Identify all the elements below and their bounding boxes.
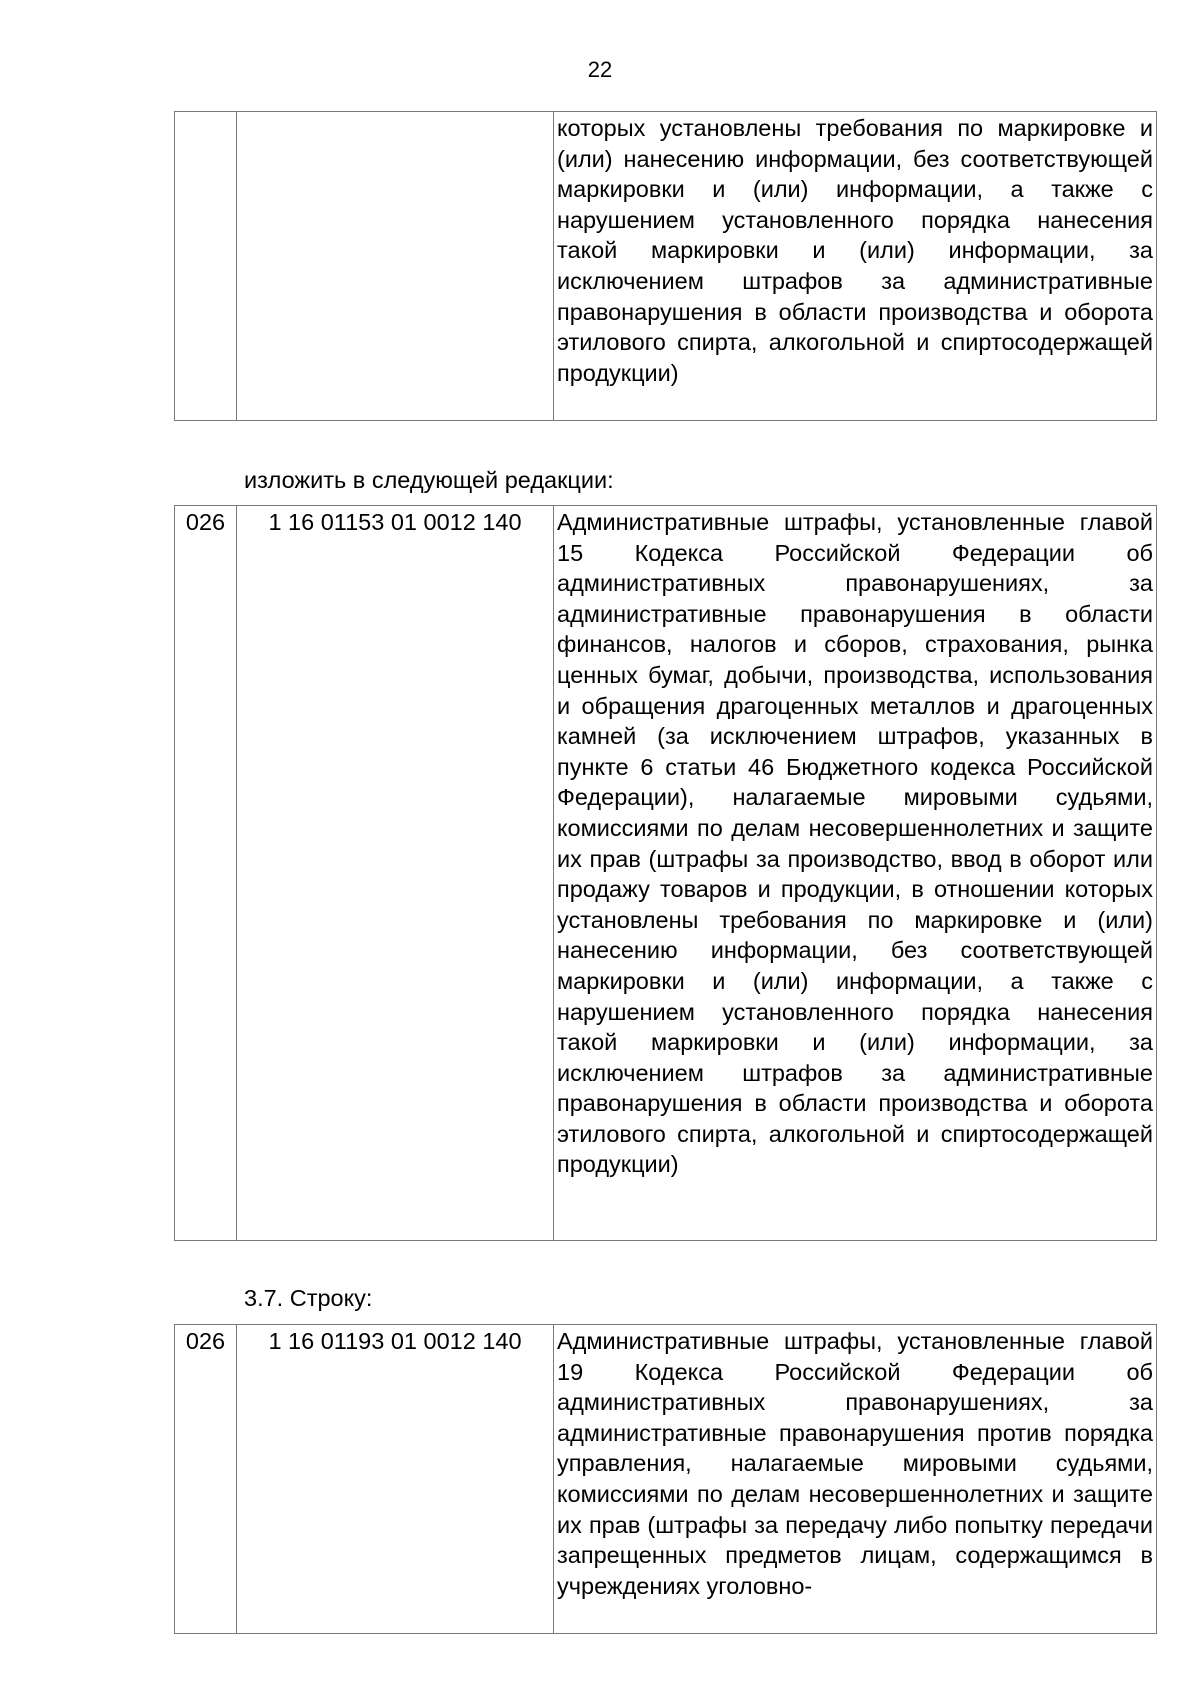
instruction-paragraph: изложить в следующей редакции: (244, 467, 614, 493)
table-row (175, 506, 1157, 1241)
table-row (175, 1325, 1157, 1634)
budget-code-table-continuation (174, 111, 1157, 421)
revenue-description-cell: которых установлены требования по маркировке и (или) нанесению информации, без соответствующей маркировки и (или) информации, а также с нарушением установленного порядка нанесения такой маркировки и (или) информации, за исключением штрафов за административные правонарушения в области производства и оборота этилового спирта, алкогольной и спиртосодержащей продукции) (554, 112, 1157, 421)
admin-code-cell: 026 (175, 506, 237, 1241)
section-heading-paragraph: 3.7. Строку: (244, 1285, 373, 1311)
budget-classification-code-cell: 1 16 01193 01 0012 140 (237, 1325, 554, 1634)
revenue-description-cell: Административные штрафы, установленные главой 15 Кодекса Российской Федерации об административных правонарушениях, за административные правонарушения в области финансов, налогов и сборов, страхования, рынка ценных бумаг, добычи, производства, использования и обращения драгоценных металлов и драгоценных камней (за исключением штрафов, указанных в пункте 6 статьи 46 Бюджетного кодекса Российской Федерации), налагаемые мировыми судьями, комиссиями по делам несовершеннолетних и защите их прав (штрафы за производство, ввод в оборот или продажу товаров и продукции, в отношении которых установлены требования по маркировке и (или) нанесению информации, без соответствующей маркировки и (или) информации, а также с нарушением установленного порядка нанесения такой маркировки и (или) информации, за исключением штрафов за административные правонарушения в области производства и оборота этилового спирта, алкогольной и спиртосодержащей продукции) (554, 506, 1157, 1241)
budget-code-table-row-3-7 (174, 1324, 1157, 1634)
admin-code-cell (175, 112, 237, 421)
budget-code-table-new-edition (174, 505, 1157, 1241)
budget-classification-code-cell: 1 16 01153 01 0012 140 (237, 506, 554, 1241)
page-number: 22 (587, 57, 613, 82)
revenue-description-cell: Административные штрафы, установленные главой 19 Кодекса Российской Федерации об административных правонарушениях, за административные правонарушения против порядка управления, налагаемые мировыми судьями, комиссиями по делам несовершеннолетних и защите их прав (штрафы за передачу либо попытку передачи запрещенных предметов лицам, содержащимся в учреждениях уголовно- (554, 1325, 1157, 1634)
table-row (175, 112, 1157, 421)
budget-classification-code-cell (237, 112, 554, 421)
admin-code-cell: 026 (175, 1325, 237, 1634)
